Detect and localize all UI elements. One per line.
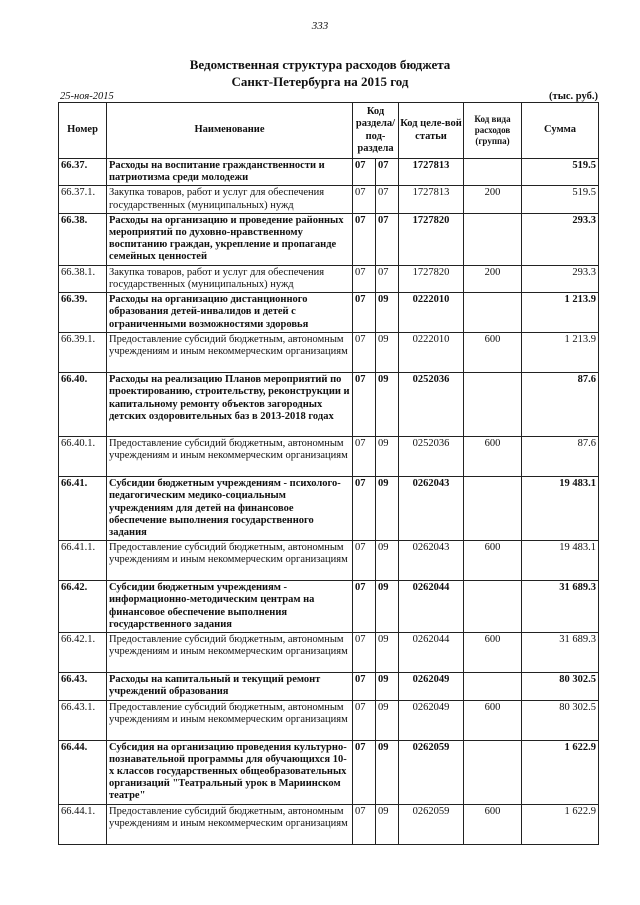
row-section: 07 xyxy=(353,633,376,673)
row-kvr: 200 xyxy=(464,265,522,292)
table-row xyxy=(59,541,599,581)
row-section: 07 xyxy=(353,581,376,633)
row-article: 1727813 xyxy=(399,159,464,186)
row-subsection: 09 xyxy=(376,373,399,437)
row-subsection: 09 xyxy=(376,633,399,673)
table-row xyxy=(59,213,599,265)
row-section: 07 xyxy=(353,186,376,213)
row-sum: 87.6 xyxy=(522,437,599,477)
row-article: 0262044 xyxy=(399,633,464,673)
row-sum: 80 302.5 xyxy=(522,700,599,740)
row-kvr: 600 xyxy=(464,804,522,844)
header-sum: Сумма xyxy=(522,103,599,159)
row-name: Предоставление субсидий бюджетным, автономным учреждениям и иным некоммерческим организациям xyxy=(107,333,353,373)
row-subsection: 09 xyxy=(376,437,399,477)
row-number: 66.44.1. xyxy=(59,804,107,844)
row-article: 0252036 xyxy=(399,373,464,437)
row-section: 07 xyxy=(353,293,376,333)
row-subsection: 09 xyxy=(376,293,399,333)
row-name: Предоставление субсидий бюджетным, автономным учреждениям и иным некоммерческим организациям xyxy=(107,633,353,673)
row-section: 07 xyxy=(353,477,376,541)
header-section: Код раздела/ под-раздела xyxy=(353,103,399,159)
row-section: 07 xyxy=(353,213,376,265)
row-kvr: 600 xyxy=(464,541,522,581)
row-number: 66.40.1. xyxy=(59,437,107,477)
header-name: Наименование xyxy=(107,103,353,159)
row-kvr xyxy=(464,740,522,804)
row-name: Расходы на организацию дистанционного образования детей-инвалидов и детей с ограниченными возможностями здоровья xyxy=(107,293,353,333)
row-subsection: 07 xyxy=(376,213,399,265)
header-kvr: Код вида расходов (группа) xyxy=(464,103,522,159)
row-name: Расходы на реализацию Планов мероприятий по проектированию, строительству, реконструкции и капитальному ремонту объектов загородных детских оздоровительных баз в 2013-2018 годах xyxy=(107,373,353,437)
row-name: Предоставление субсидий бюджетным, автономным учреждениям и иным некоммерческим организациям xyxy=(107,437,353,477)
table-header-row xyxy=(59,103,599,159)
row-subsection: 09 xyxy=(376,541,399,581)
document-title xyxy=(0,56,640,90)
row-number: 66.39. xyxy=(59,293,107,333)
row-number: 66.42. xyxy=(59,581,107,633)
row-article: 0262059 xyxy=(399,804,464,844)
table-row xyxy=(59,265,599,292)
title-line-2: Санкт-Петербурга на 2015 год xyxy=(231,74,409,89)
row-section: 07 xyxy=(353,673,376,700)
row-kvr: 600 xyxy=(464,333,522,373)
row-number: 66.38. xyxy=(59,213,107,265)
row-name: Расходы на капитальный и текущий ремонт учреждений образования xyxy=(107,673,353,700)
row-article: 1727813 xyxy=(399,186,464,213)
row-name: Предоставление субсидий бюджетным, автономным учреждениям и иным некоммерческим организациям xyxy=(107,804,353,844)
row-sum: 519.5 xyxy=(522,186,599,213)
row-section: 07 xyxy=(353,159,376,186)
row-number: 66.43. xyxy=(59,673,107,700)
row-sum: 1 622.9 xyxy=(522,804,599,844)
header-number: Номер xyxy=(59,103,107,159)
row-number: 66.44. xyxy=(59,740,107,804)
row-subsection: 09 xyxy=(376,700,399,740)
row-kvr: 600 xyxy=(464,437,522,477)
row-subsection: 09 xyxy=(376,740,399,804)
row-sum: 1 622.9 xyxy=(522,740,599,804)
row-sum: 87.6 xyxy=(522,373,599,437)
table-row xyxy=(59,159,599,186)
row-article: 0262059 xyxy=(399,740,464,804)
row-number: 66.39.1. xyxy=(59,333,107,373)
row-section: 07 xyxy=(353,373,376,437)
row-name: Субсидия на организацию проведения культурно-познавательной программы для обучающихся 10-х классов государственных общеобразовательных организаций "Театральный урок в Мариинском театре" xyxy=(107,740,353,804)
row-section: 07 xyxy=(353,804,376,844)
table-row xyxy=(59,673,599,700)
row-kvr xyxy=(464,213,522,265)
table-row xyxy=(59,437,599,477)
table-row xyxy=(59,186,599,213)
row-name: Закупка товаров, работ и услуг для обеспечения государственных (муниципальных) нужд xyxy=(107,265,353,292)
row-subsection: 09 xyxy=(376,581,399,633)
row-number: 66.42.1. xyxy=(59,633,107,673)
row-sum: 19 483.1 xyxy=(522,541,599,581)
row-subsection: 07 xyxy=(376,265,399,292)
table-row xyxy=(59,333,599,373)
row-kvr: 200 xyxy=(464,186,522,213)
row-article: 1727820 xyxy=(399,265,464,292)
row-kvr xyxy=(464,373,522,437)
row-sum: 519.5 xyxy=(522,159,599,186)
table-row xyxy=(59,581,599,633)
row-section: 07 xyxy=(353,265,376,292)
row-article: 0262043 xyxy=(399,541,464,581)
row-subsection: 07 xyxy=(376,159,399,186)
row-kvr xyxy=(464,673,522,700)
row-name: Предоставление субсидий бюджетным, автономным учреждениям и иным некоммерческим организациям xyxy=(107,541,353,581)
row-article: 0262043 xyxy=(399,477,464,541)
row-sum: 1 213.9 xyxy=(522,333,599,373)
row-sum: 80 302.5 xyxy=(522,673,599,700)
row-kvr xyxy=(464,293,522,333)
row-number: 66.41.1. xyxy=(59,541,107,581)
row-article: 0262049 xyxy=(399,700,464,740)
row-article: 0262049 xyxy=(399,673,464,700)
page-number: 333 xyxy=(311,20,329,32)
row-sum: 31 689.3 xyxy=(522,581,599,633)
row-subsection: 09 xyxy=(376,673,399,700)
header-article: Код целе-вой статьи xyxy=(399,103,464,159)
table-row xyxy=(59,373,599,437)
row-kvr xyxy=(464,159,522,186)
row-article: 1727820 xyxy=(399,213,464,265)
row-name: Расходы на организацию и проведение районных мероприятий по духовно-нравственному воспитанию граждан, укрепление и пропаганде семейных ценностей xyxy=(107,213,353,265)
row-sum: 293.3 xyxy=(522,265,599,292)
row-sum: 293.3 xyxy=(522,213,599,265)
row-name: Субсидии бюджетным учреждениям - психолого-педагогическим медико-социальным учреждениям для детей на финансовое обеспечение выполнения государственного задания xyxy=(107,477,353,541)
row-article: 0262044 xyxy=(399,581,464,633)
row-number: 66.37. xyxy=(59,159,107,186)
row-kvr xyxy=(464,477,522,541)
row-subsection: 09 xyxy=(376,333,399,373)
row-number: 66.37.1. xyxy=(59,186,107,213)
row-number: 66.40. xyxy=(59,373,107,437)
row-name: Субсидии бюджетным учреждениям - информационно-методическим центрам на финансовое обеспечение выполнения государственного задания xyxy=(107,581,353,633)
units-label: (тыс. руб.) xyxy=(549,91,598,102)
row-article: 0222010 xyxy=(399,293,464,333)
row-section: 07 xyxy=(353,740,376,804)
budget-table xyxy=(58,102,599,845)
row-subsection: 07 xyxy=(376,186,399,213)
row-kvr: 600 xyxy=(464,633,522,673)
row-sum: 19 483.1 xyxy=(522,477,599,541)
row-sum: 31 689.3 xyxy=(522,633,599,673)
document-date: 25-ноя-2015 xyxy=(60,91,114,102)
row-number: 66.43.1. xyxy=(59,700,107,740)
row-section: 07 xyxy=(353,333,376,373)
row-section: 07 xyxy=(353,541,376,581)
table-row xyxy=(59,293,599,333)
row-kvr xyxy=(464,581,522,633)
row-subsection: 09 xyxy=(376,804,399,844)
row-article: 0222010 xyxy=(399,333,464,373)
row-sum: 1 213.9 xyxy=(522,293,599,333)
row-name: Расходы на воспитание гражданственности и патриотизма среди молодежи xyxy=(107,159,353,186)
row-subsection: 09 xyxy=(376,477,399,541)
row-section: 07 xyxy=(353,437,376,477)
table-row xyxy=(59,804,599,844)
row-number: 66.41. xyxy=(59,477,107,541)
row-article: 0252036 xyxy=(399,437,464,477)
title-line-1: Ведомственная структура расходов бюджета xyxy=(189,57,451,72)
row-name: Закупка товаров, работ и услуг для обеспечения государственных (муниципальных) нужд xyxy=(107,186,353,213)
table-row xyxy=(59,633,599,673)
row-number: 66.38.1. xyxy=(59,265,107,292)
table-row xyxy=(59,700,599,740)
table-row xyxy=(59,740,599,804)
row-kvr: 600 xyxy=(464,700,522,740)
row-section: 07 xyxy=(353,700,376,740)
table-row xyxy=(59,477,599,541)
row-name: Предоставление субсидий бюджетным, автономным учреждениям и иным некоммерческим организациям xyxy=(107,700,353,740)
